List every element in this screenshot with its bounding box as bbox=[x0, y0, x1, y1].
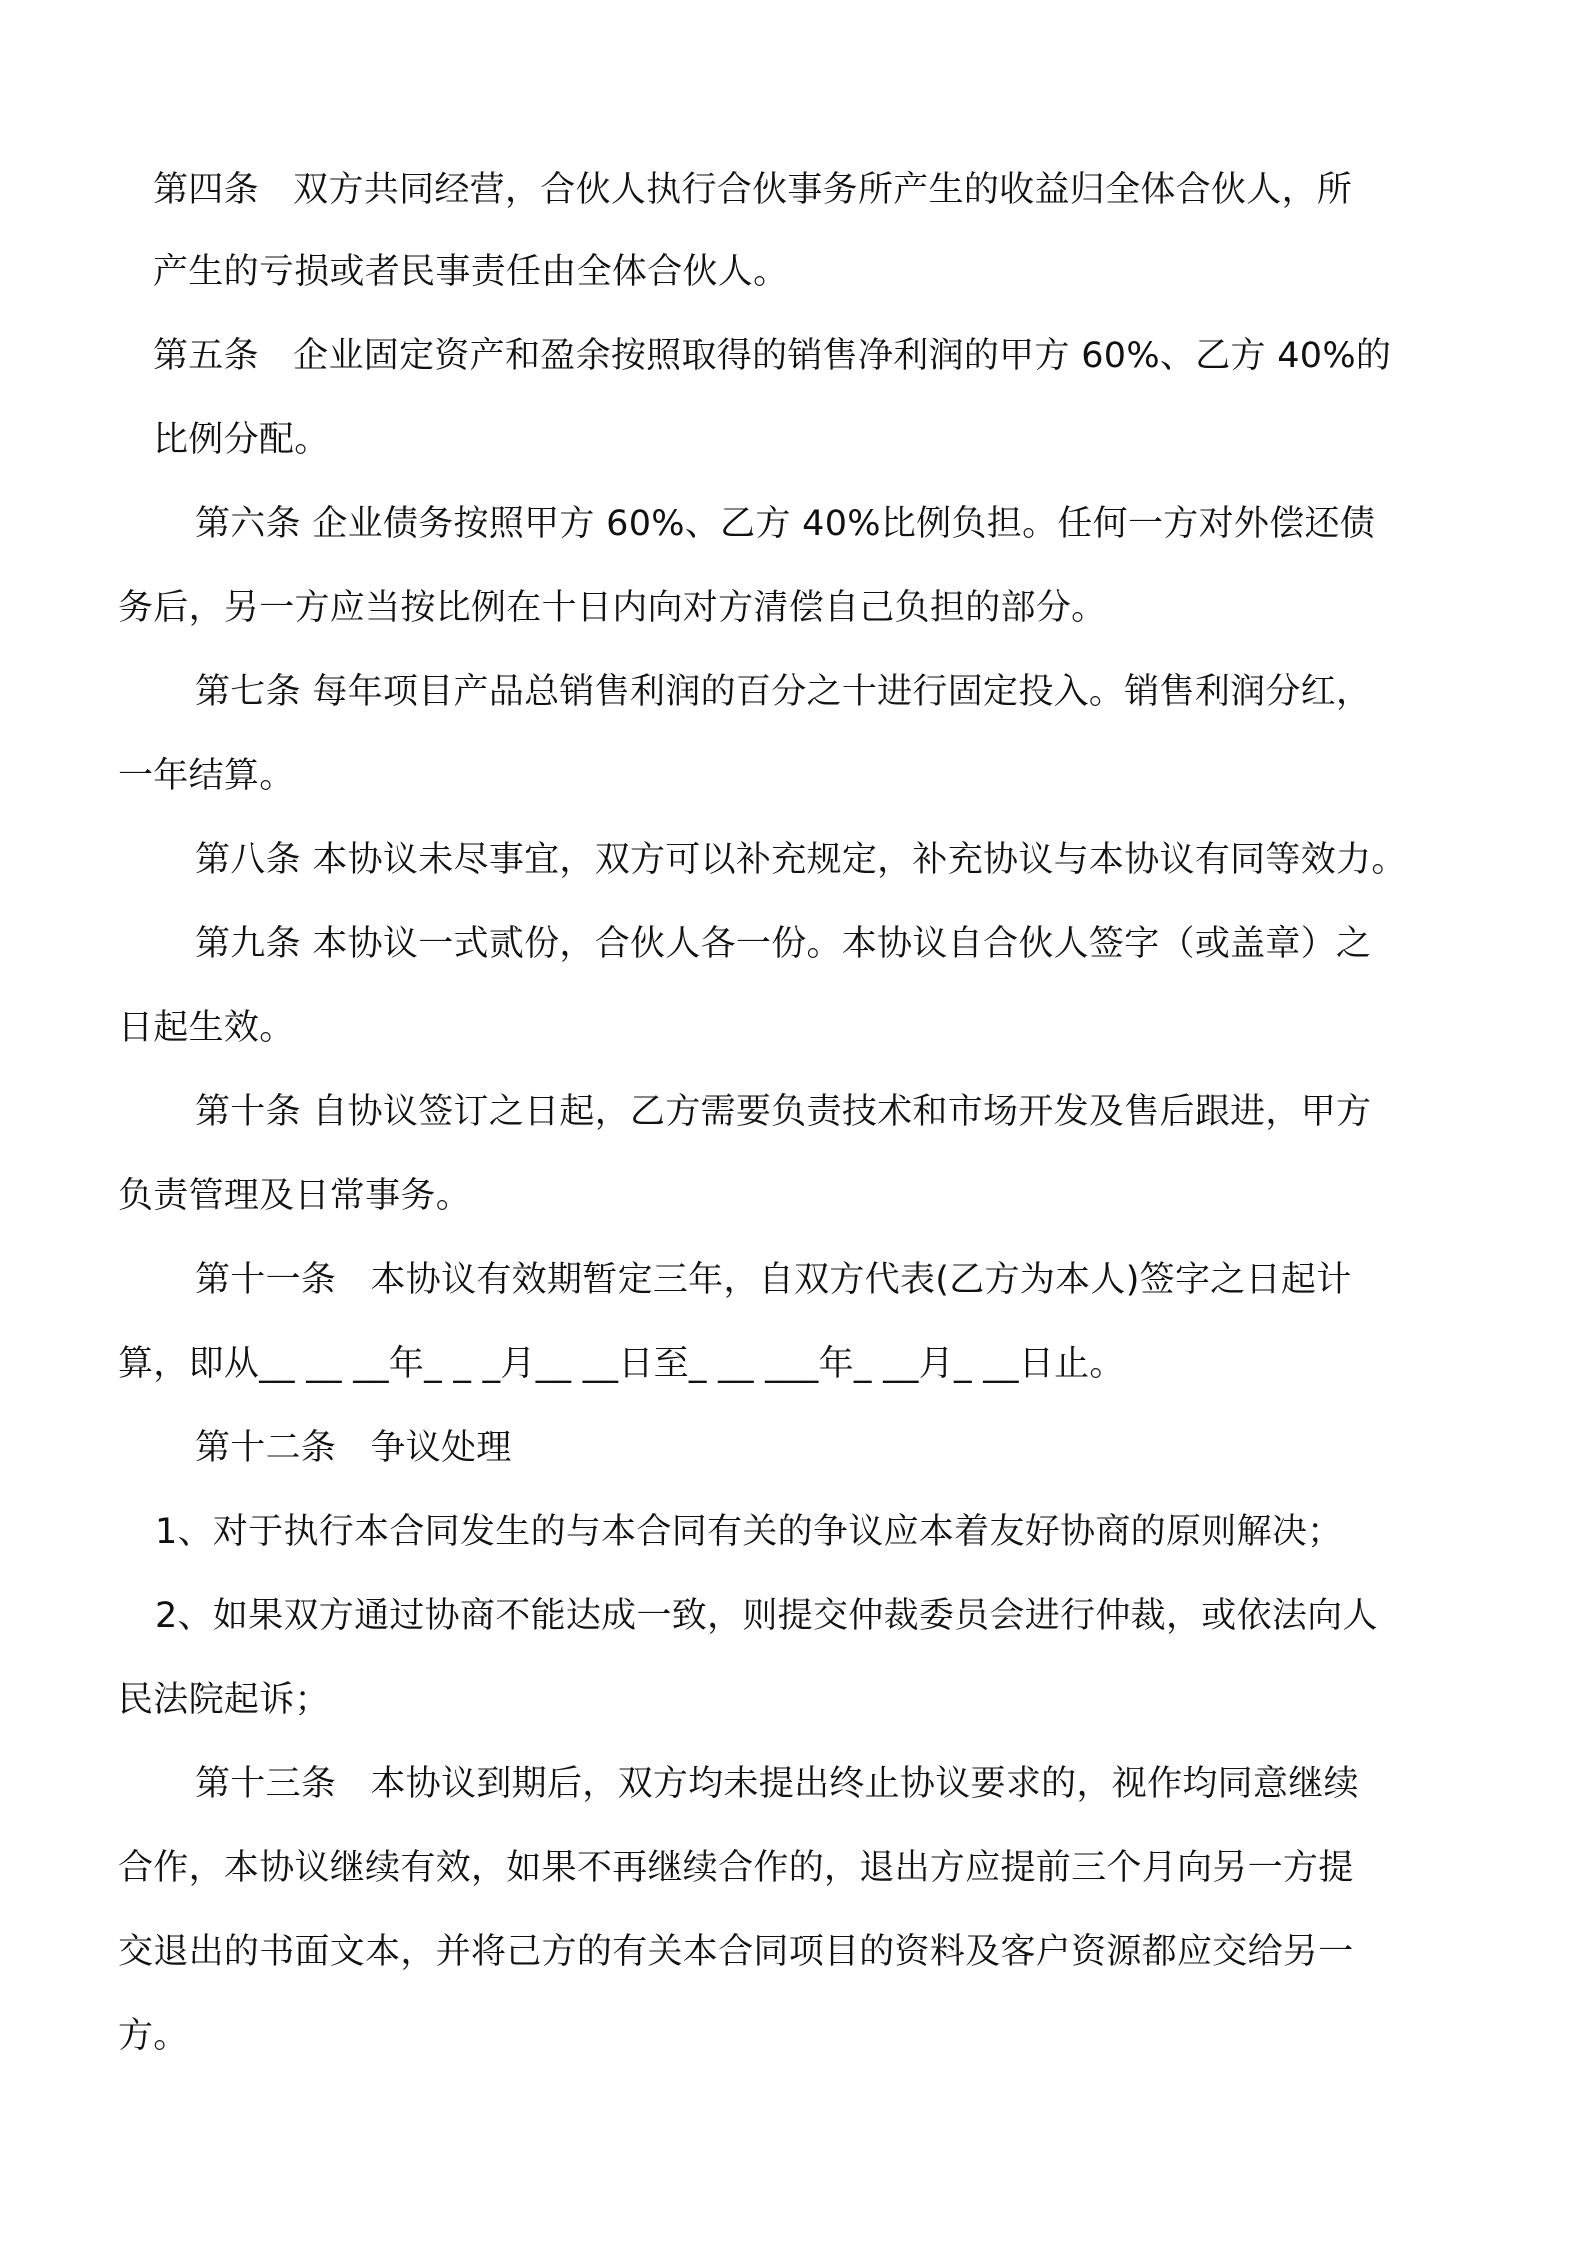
text-line: 第五条 企业固定资产和盈余按照取得的销售净利润的甲方 60%、乙方 40%的 bbox=[153, 336, 1392, 376]
text-line: 合作，本协议继续有效，如果不再继续合作的，退出方应提前三个月向另一方提 bbox=[118, 1848, 1354, 1888]
text-line: 第十一条 本协议有效期暂定三年，自双方代表(乙方为本人)签字之日起计 bbox=[195, 1260, 1352, 1300]
text-line: 第九条 本协议一式贰份，合伙人各一份。本协议自合伙人签字（或盖章）之 bbox=[195, 924, 1372, 964]
text-line: 产生的亏损或者民事责任由全体合伙人。 bbox=[153, 252, 789, 292]
text-line: 第四条 双方共同经营，合伙人执行合伙事务所产生的收益归全体合伙人，所 bbox=[153, 170, 1353, 210]
text-line: 2、如果双方通过协商不能达成一致，则提交仲裁委员会进行仲裁，或依法向人 bbox=[155, 1596, 1378, 1636]
text-line: 第十二条 争议处理 bbox=[195, 1428, 512, 1468]
text-line: 第十三条 本协议到期后，双方均未提出终止协议要求的，视作均同意继续 bbox=[195, 1764, 1359, 1804]
text-line: 1、对于执行本合同发生的与本合同有关的争议应本着友好协商的原则解决； bbox=[155, 1512, 1343, 1552]
text-line: 民法院起诉； bbox=[118, 1680, 330, 1720]
text-line: 比例分配。 bbox=[153, 420, 330, 460]
text-line: 第十条 自协议签订之日起，乙方需要负责技术和市场开发及售后跟进，甲方 bbox=[195, 1092, 1372, 1132]
text-line: 第六条 企业债务按照甲方 60%、乙方 40%比例负担。任何一方对外偿还债 bbox=[195, 504, 1376, 544]
text-line: 交退出的书面文本，并将己方的有关本合同项目的资料及客户资源都应交给另一 bbox=[118, 1932, 1354, 1972]
text-line: 算，即从__ __ __年_ _ _月__ __日至_ __ ___年_ __月_ __日止。 bbox=[118, 1344, 1125, 1384]
text-line: 负责管理及日常事务。 bbox=[118, 1176, 472, 1216]
text-line: 务后，另一方应当按比例在十日内向对方清偿自己负担的部分。 bbox=[118, 588, 1107, 628]
text-line: 第八条 本协议未尽事宜，双方可以补充规定，补充协议与本协议有同等效力。 bbox=[195, 840, 1407, 880]
text-line: 一年结算。 bbox=[118, 756, 295, 796]
text-line: 日起生效。 bbox=[118, 1008, 295, 1048]
text-line: 方。 bbox=[118, 2016, 189, 2056]
text-line: 第七条 每年项目产品总销售利润的百分之十进行固定投入。销售利润分红， bbox=[195, 672, 1372, 712]
